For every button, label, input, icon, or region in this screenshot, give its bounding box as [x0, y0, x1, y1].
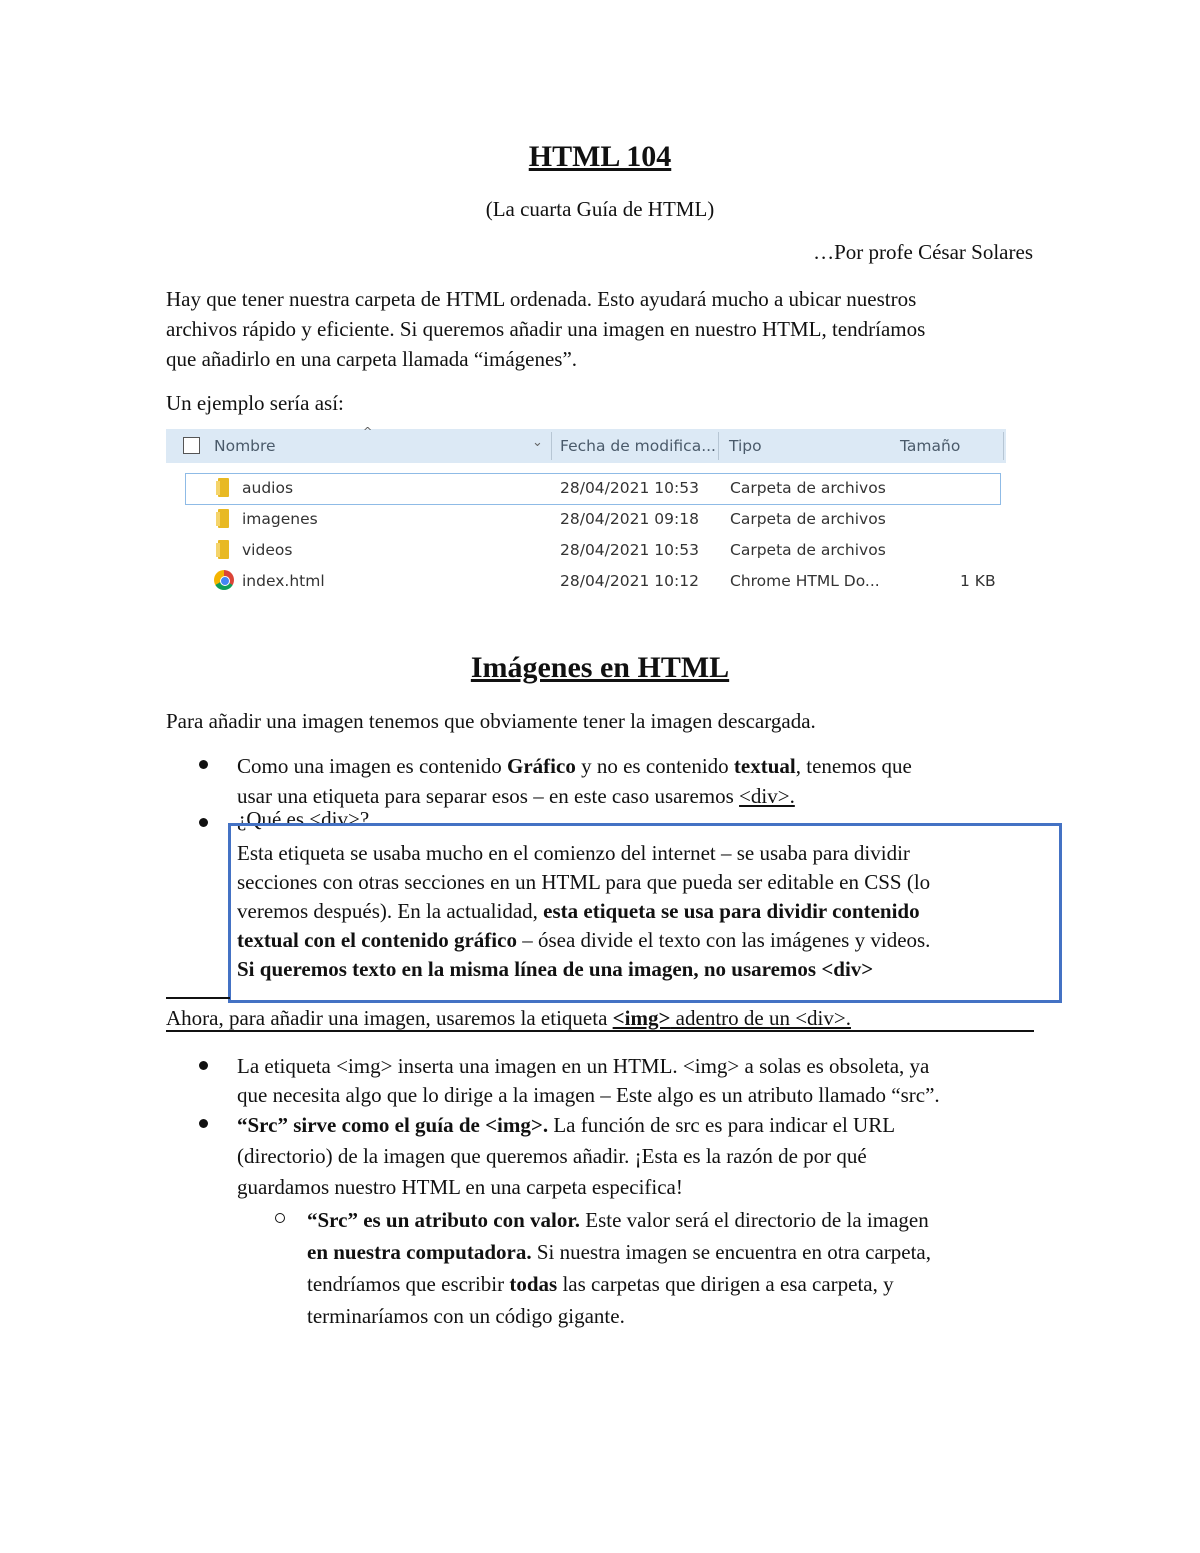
- file-date: 28/04/2021 10:53: [560, 479, 699, 497]
- div-question: ¿Qué es <div>?: [237, 810, 370, 831]
- file-name: index.html: [242, 572, 325, 590]
- column-header-type[interactable]: Tipo: [729, 437, 762, 455]
- file-explorer-screenshot: [166, 425, 1006, 591]
- byline: …Por profe César Solares: [813, 240, 1033, 264]
- file-row[interactable]: [186, 474, 1000, 504]
- now-paragraph: Ahora, para añadir una imagen, usaremos la etiqueta <img> adentro de un <div>.: [166, 1006, 851, 1030]
- column-header-date[interactable]: Fecha de modifica...: [560, 437, 716, 455]
- section-intro: Para añadir una imagen tenemos que obviamente tener la imagen descargada.: [166, 709, 816, 733]
- document-subtitle: (La cuarta Guía de HTML): [485, 197, 715, 221]
- bullet-2: ¿Qué es <div>? Esta etiqueta se usaba mucho en el comienzo del internet – se usaba para dividir secciones con otras secciones en un HTML para que pueda ser editable en CSS (lo veremos después). En la actualidad, esta etiqueta se usa para dividir contenido textual con el contenido gráfico – ósea divide el texto con las imágenes y videos. Si queremos texto en la misma línea de una imagen, no usaremos <div>: [237, 810, 1037, 984]
- file-row[interactable]: [166, 536, 1006, 566]
- sub-bullet-circle: [275, 1213, 285, 1223]
- file-row[interactable]: [166, 505, 1006, 535]
- file-type: Carpeta de archivos: [730, 510, 886, 528]
- bullet-dot: [199, 1119, 208, 1128]
- document-title: HTML 104: [528, 140, 672, 173]
- file-date: 28/04/2021 10:12: [560, 572, 699, 590]
- file-name: audios: [242, 479, 294, 497]
- divider-line: [166, 997, 230, 999]
- file-name: videos: [242, 541, 293, 559]
- bullet-3: La etiqueta <img> inserta una imagen en un HTML. <img> a solas es obsoleta, ya que necesita algo que lo dirige a la imagen – Este algo es un atributo llamado “src”.: [237, 1054, 940, 1107]
- example-label: Un ejemplo sería así:: [166, 391, 344, 415]
- divider-line: [166, 1030, 1034, 1032]
- intro-line: Hay que tener nuestra carpeta de HTML ordenada. Esto ayudará mucho a ubicar nuestros: [166, 287, 917, 311]
- intro-paragraph: [166, 284, 1046, 374]
- highlight-box: [228, 823, 1062, 1003]
- folder-icon: [216, 509, 231, 528]
- file-type: Carpeta de archivos: [730, 479, 886, 497]
- intro-line: archivos rápido y eficiente. Si queremos añadir una imagen en nuestro HTML, tendríamos: [166, 317, 926, 341]
- bullet-dot: [199, 818, 208, 827]
- file-date: 28/04/2021 10:53: [560, 541, 699, 559]
- intro-line: que añadirlo en una carpeta llamada “imágenes”.: [166, 347, 578, 371]
- explorer-header: [166, 425, 1006, 463]
- column-header-size[interactable]: Tamaño: [900, 437, 961, 455]
- column-header-name[interactable]: Nombre: [214, 437, 276, 455]
- file-date: 28/04/2021 09:18: [560, 510, 699, 528]
- bullet-4: “Src” sirve como el guía de <img>. La función de src es para indicar el URL (directorio) de la imagen que queremos añadir. ¡Esta es la razón de por qué guardamos nuestro HTML en una carpeta especifica!: [237, 1113, 896, 1199]
- file-row[interactable]: [166, 567, 1006, 597]
- bullet-1: Como una imagen es contenido Gráfico y no es contenido textual, tenemos que usar una etiqueta para separar esos – en este caso usaremos <div>.: [237, 754, 912, 808]
- folder-icon: [216, 540, 231, 559]
- file-size: 1 KB: [960, 572, 996, 590]
- sub-bullet-1: “Src” es un atributo con valor. Este valor será el directorio de la imagen en nuestra computadora. Si nuestra imagen se encuentra en otra carpeta, tendríamos que escribir todas las carpetas que dirigen a esa carpeta, y terminaríamos con un código gigante.: [307, 1208, 931, 1328]
- chevron-down-icon[interactable]: ⌄: [532, 435, 543, 450]
- chrome-icon: [214, 570, 234, 590]
- bullet-dot: [199, 1061, 208, 1070]
- file-type: Carpeta de archivos: [730, 541, 886, 559]
- sort-caret-icon: ^: [363, 425, 373, 438]
- file-type: Chrome HTML Do...: [730, 572, 880, 590]
- folder-icon: [216, 478, 231, 497]
- bullet-dot: [199, 760, 208, 769]
- file-name: imagenes: [242, 510, 318, 528]
- section-title: Imágenes en HTML: [470, 651, 730, 684]
- select-all-checkbox[interactable]: [183, 437, 200, 454]
